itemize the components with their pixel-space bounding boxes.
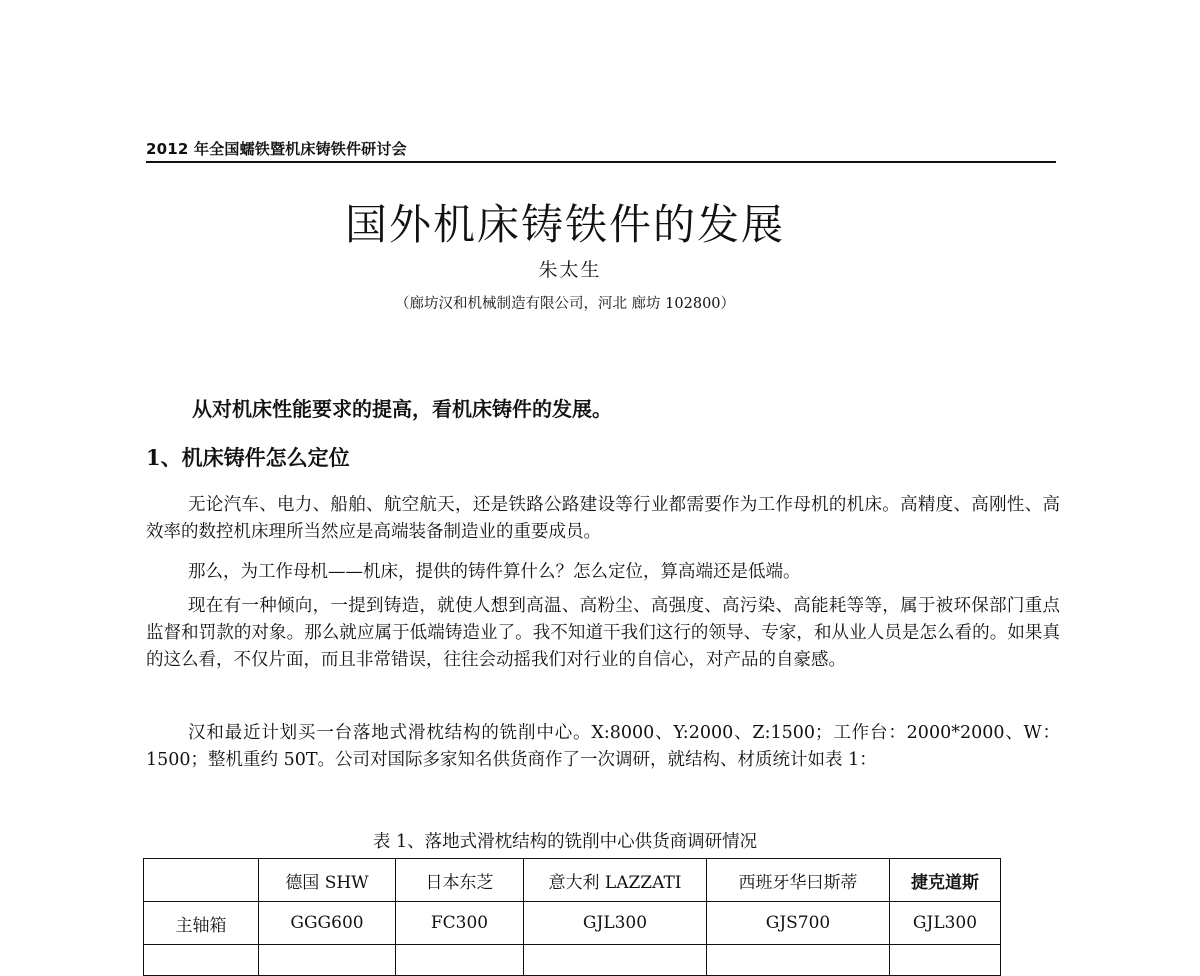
table-cell xyxy=(524,945,707,976)
table-cell: GJL300 xyxy=(524,902,707,945)
table-cell xyxy=(144,945,259,976)
author: 朱太生 xyxy=(538,259,602,281)
table-cell: FC300 xyxy=(396,902,524,945)
header-rule xyxy=(146,161,1056,163)
table-header-cell: 捷克道斯 xyxy=(890,859,1001,902)
table-cell xyxy=(890,945,1001,976)
paper-title: 国外机床铸铁件的发展 xyxy=(344,200,785,249)
lead-statement: 从对机床性能要求的提高，看机床铸件的发展。 xyxy=(192,397,612,421)
table-header-cell: 意大利 LAZZATI xyxy=(524,859,707,902)
table-header-row xyxy=(144,859,1001,902)
table-header-cell: 西班牙华曰斯蒂 xyxy=(707,859,890,902)
paragraph: 那么，为工作母机——机床，提供的铸件算什么？怎么定位，算高端还是低端。 xyxy=(188,562,801,582)
table-header-cell: 日本东芝 xyxy=(396,859,524,902)
table-cell: 主轴箱 xyxy=(144,902,259,945)
table-header-cell xyxy=(144,859,259,902)
table-header-cell: 德国 SHW xyxy=(259,859,396,902)
table-cell xyxy=(707,945,890,976)
table-cell: GJS700 xyxy=(707,902,890,945)
table-row xyxy=(144,945,1001,976)
affiliation: （廊坊汉和机械制造有限公司，河北 廊坊 102800） xyxy=(394,296,736,312)
table-caption: 表 1、落地式滑枕结构的铣削中心供货商调研情况 xyxy=(372,832,758,852)
supplier-table xyxy=(143,858,1001,976)
running-header: 2012 年全国蠕铁暨机床铸铁件研讨会 xyxy=(146,140,407,158)
table-cell xyxy=(259,945,396,976)
table-row xyxy=(144,902,1001,945)
table-cell: GGG600 xyxy=(259,902,396,945)
table-cell xyxy=(396,945,524,976)
paragraph: 汉和最近计划买一台落地式滑枕结构的铣削中心。X:8000、Y:2000、Z:1500；工作台：2000*2000、W：1500；整机重约 50T。公司对国际多家知名供货商作了一次调研，就结构、材质统计如表 1： xyxy=(146,723,1060,770)
paragraph: 现在有一种倾向，一提到铸造，就使人想到高温、高粉尘、高强度、高污染、高能耗等等，属于被环保部门重点监督和罚款的对象。那么就应属于低端铸造业了。我不知道干我们这行的领导、专家，和从业人员是怎么看的。如果真的这么看，不仅片面，而且非常错误，往往会动摇我们对行业的自信心，对产品的自豪感。 xyxy=(146,596,1060,670)
section-heading: 1、机床铸件怎么定位 xyxy=(146,445,350,470)
paragraph: 无论汽车、电力、船舶、航空航天，还是铁路公路建设等行业都需要作为工作母机的机床。高精度、高刚性、高效率的数控机床理所当然应是高端装备制造业的重要成员。 xyxy=(146,495,1060,542)
table-cell: GJL300 xyxy=(890,902,1001,945)
